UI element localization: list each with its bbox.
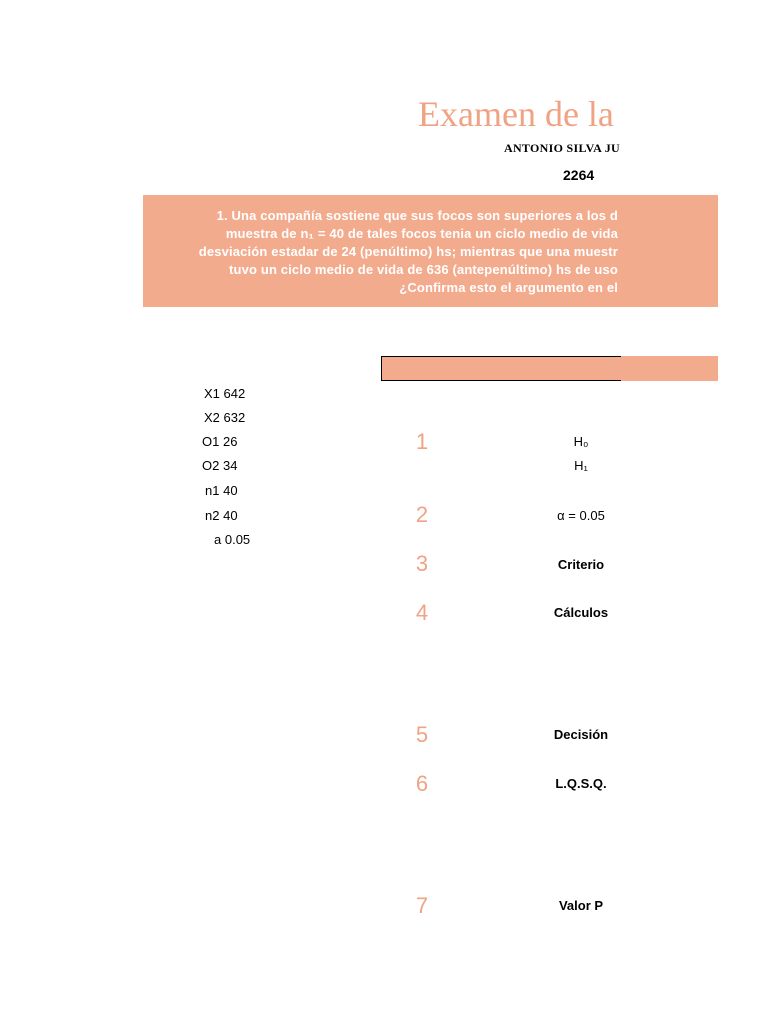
problem-line: desviación estadar de 24 (penúltimo) hs; mientras que una muestr	[198, 244, 618, 259]
variable-value: 34	[222, 458, 238, 473]
step-label-h0: H₀	[573, 434, 589, 449]
variable-name: n1	[205, 483, 220, 498]
table-header-cell	[381, 356, 621, 381]
variable-name: X1	[204, 386, 220, 401]
problem-statement	[143, 207, 618, 297]
variable-value: 40	[223, 508, 238, 523]
step-label-lqsq: L.Q.S.Q.	[555, 776, 607, 791]
step-number: 2	[415, 502, 429, 527]
table-header-extension	[621, 356, 718, 381]
step-number: 5	[415, 722, 429, 747]
step-label-h1: H₁	[574, 458, 588, 473]
student-id: 2264	[563, 167, 595, 183]
variable-n2	[205, 508, 238, 523]
variable-x2	[204, 410, 245, 425]
author-name: ANTONIO SILVA JU	[504, 141, 620, 155]
variable-value: 642	[223, 386, 246, 401]
variable-name: X2	[204, 410, 220, 425]
problem-line: tuvo un ciclo medio de vida de 636 (antepenúltimo) hs de uso	[229, 262, 618, 277]
variable-name: O2	[202, 458, 220, 473]
variable-value: 40	[223, 483, 238, 498]
variable-alpha	[214, 532, 250, 547]
step-number: 3	[415, 551, 429, 576]
step-label-alpha: α = 0.05	[557, 508, 605, 523]
variable-name: n2	[205, 508, 220, 523]
variable-x1	[204, 386, 245, 401]
step-label-criterio: Criterio	[557, 557, 605, 572]
variable-o2	[202, 458, 237, 473]
problem-line: muestra de n₁ = 40 de tales focos tenia un ciclo medio de vida	[225, 226, 618, 241]
step-number: 4	[415, 600, 429, 625]
step-label-valor-p: Valor P	[558, 898, 604, 913]
page-title: Examen de la	[418, 96, 614, 132]
step-number: 1	[415, 429, 429, 454]
step-label-calculos: Cálculos	[553, 605, 609, 620]
step-label-decision: Decisión	[553, 727, 609, 742]
variable-value: 632	[223, 410, 246, 425]
variable-value: 26	[222, 434, 238, 449]
step-number: 6	[415, 771, 429, 796]
variable-name: a	[214, 532, 222, 547]
variable-value: 0.05	[224, 532, 251, 547]
problem-statement-band	[143, 195, 718, 307]
variable-o1	[202, 434, 237, 449]
step-number: 7	[415, 893, 429, 918]
variable-n1	[205, 483, 238, 498]
variable-name: O1	[202, 434, 220, 449]
problem-line: ¿Confirma esto el argumento en el	[399, 280, 618, 295]
problem-line: 1. Una compañía sostiene que sus focos son superiores a los d	[216, 208, 618, 223]
